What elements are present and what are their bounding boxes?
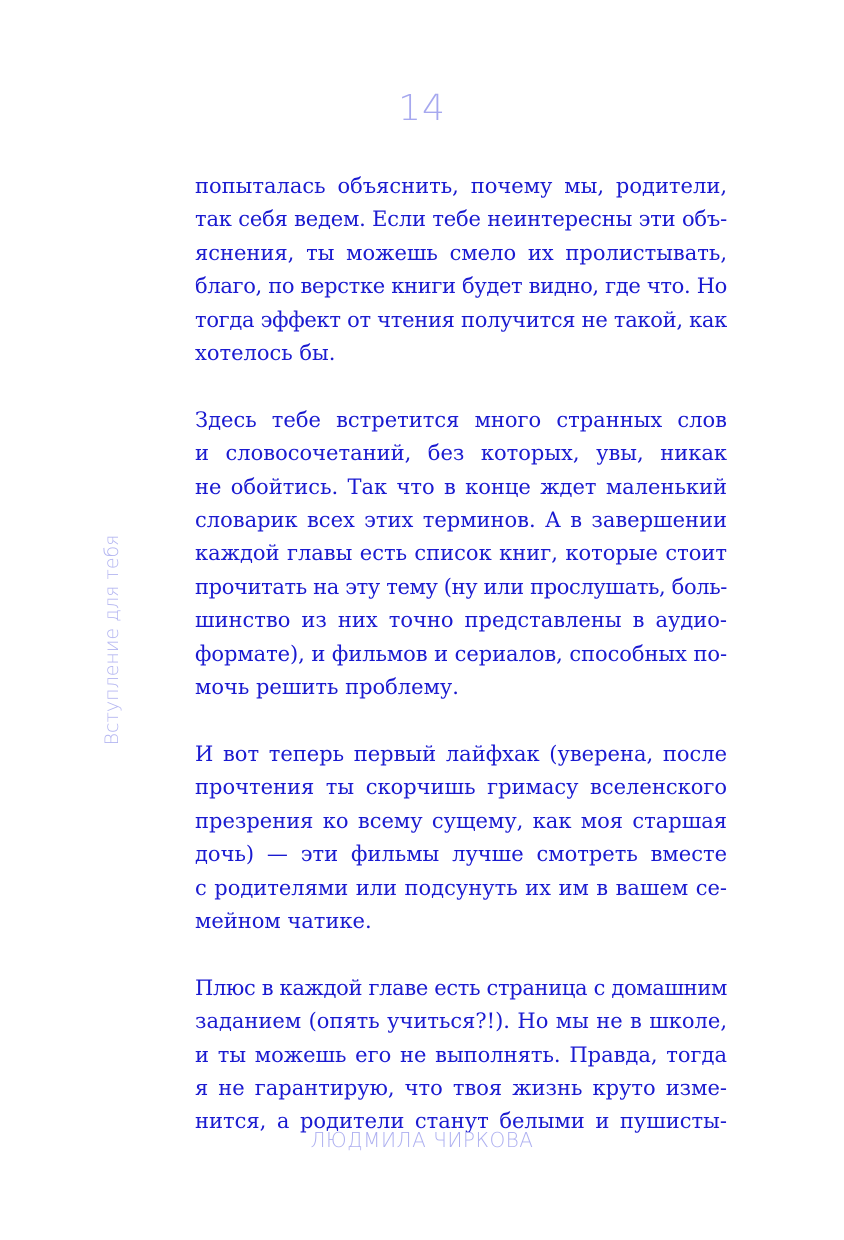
footer-author: ЛЮДМИЛА ЧИРКОВА xyxy=(310,1128,534,1152)
text-line: и словосочетаний, без которых, увы, никак xyxy=(195,441,727,466)
paragraph-1 xyxy=(195,170,727,370)
text-line: и ты можешь его не выполнять. Правда, тогда xyxy=(195,1042,727,1067)
paragraph-3 xyxy=(195,738,727,938)
text-line: мейном чатике. xyxy=(195,908,372,933)
text-line: И вот теперь первый лайфхак (уверена, после xyxy=(195,741,727,766)
text-line: заданием (опять учиться?!). Но мы не в школе, xyxy=(195,1009,727,1034)
text-line: хотелось бы. xyxy=(195,341,336,366)
text-line: не обойтись. Так что в конце ждет маленький xyxy=(195,474,727,499)
page-number: 14 xyxy=(398,88,446,129)
text-line: прочтения ты скорчишь гримасу вселенского xyxy=(195,775,727,800)
text-line: Здесь тебе встретится много странных слов xyxy=(195,407,727,432)
paragraph-2 xyxy=(195,404,727,705)
text-line: дочь) — эти фильмы лучше смотреть вместе xyxy=(195,842,727,867)
text-line: с родителями или подсунуть их им в вашем се- xyxy=(195,875,727,900)
body-text xyxy=(195,170,727,1172)
text-line: каждой главы есть список книг, которые стоит xyxy=(195,541,727,566)
text-line: словарик всех этих терминов. А в завершении xyxy=(195,508,727,533)
text-line: презрения ко всему сущему, как моя старшая xyxy=(195,808,727,833)
text-line: так себя ведем. Если тебе неинтересны эти объ- xyxy=(195,207,727,232)
text-line: Плюс в каждой главе есть страница с домашним xyxy=(195,975,727,1000)
text-line: прочитать на эту тему (ну или прослушать, боль- xyxy=(195,574,727,599)
text-line: тогда эффект от чтения получится не такой, как xyxy=(195,307,727,332)
text-line: попыталась объяснить, почему мы, родители, xyxy=(195,174,727,198)
text-line: благо, по верстке книги будет видно, где что. Но xyxy=(195,274,727,299)
text-line: шинство из них точно представлены в аудио- xyxy=(195,608,727,633)
text-line: мочь решить проблему. xyxy=(195,675,459,700)
text-line: нится, а родители станут белыми и пушисты- xyxy=(195,1109,727,1134)
paragraph-4 xyxy=(195,972,727,1139)
chapter-side-label-text: Вступление для тебя xyxy=(101,534,123,746)
text-line: я не гарантирую, что твоя жизнь круто изме- xyxy=(195,1075,727,1100)
text-line: яснения, ты можешь смело их пролистывать, xyxy=(195,240,727,265)
text-line: формате), и фильмов и сериалов, способных по- xyxy=(195,641,727,666)
